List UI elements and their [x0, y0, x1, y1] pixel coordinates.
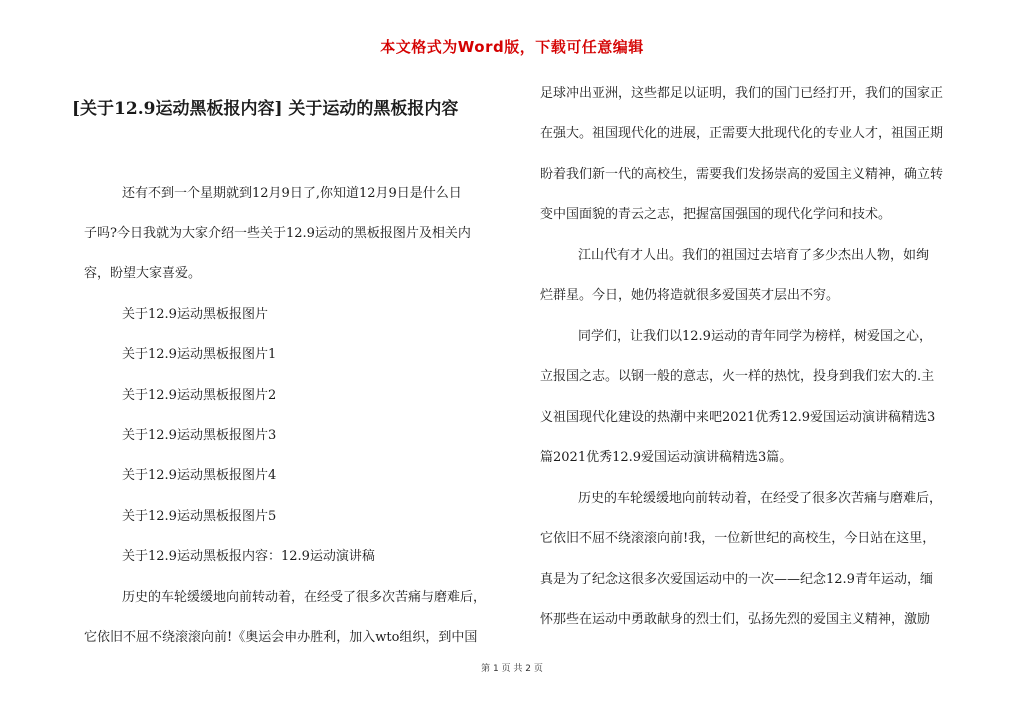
text-line: 关于12.9运动黑板报图片 [122, 307, 268, 322]
text-line: 江山代有才人出。我们的祖国过去培育了多少杰出人物，如绚 [578, 248, 930, 263]
document-title: [关于12.9运动黑板报内容] 关于运动的黑板报内容 [72, 99, 459, 119]
text-line: 在强大。祖国现代化的进展，正需要大批现代化的专业人才，祖国正期 [540, 126, 944, 141]
text-line: 义祖国现代化建设的热潮中来吧2021优秀12.9爱国运动演讲稿精选3 [540, 410, 936, 425]
text-line: 关于12.9运动黑板报图片3 [122, 428, 277, 443]
text-line: 篇2021优秀12.9爱国运动演讲稿精选3篇。 [540, 450, 793, 465]
text-line: 真是为了纪念这很多次爱国运动中的一次——纪念12.9青年运动，缅 [540, 572, 933, 587]
text-line: 变中国面貌的青云之志，把握富国强国的现代化学问和技术。 [540, 207, 892, 222]
text-line: 关于12.9运动黑板报图片2 [122, 388, 277, 403]
text-line: 同学们，让我们以12.9运动的青年同学为榜样，树爱国之心， [578, 329, 932, 344]
text-line: 容，盼望大家喜爱。 [84, 266, 202, 281]
text-line: 历史的车轮缓缓地向前转动着，在经受了很多次苦痛与磨难后， [578, 491, 943, 506]
text-line: 关于12.9运动黑板报图片1 [122, 347, 277, 362]
text-line: 足球冲出亚洲，这些都足以证明，我们的国门已经打开，我们的国家正 [540, 86, 944, 101]
text-line: 子吗?今日我就为大家介绍一些关于12.9运动的黑板报图片及相关内 [84, 226, 471, 241]
text-line: 它依旧不屈不绕滚滚向前!我，一位新世纪的高校生，今日站在这里， [540, 531, 936, 546]
text-line: 怀那些在运动中勇敢献身的烈士们，弘扬先烈的爱国主义精神，激励 [540, 612, 931, 627]
text-line: 烂群星。今日，她仍将造就很多爱国英才层出不穷。 [540, 288, 840, 303]
text-line: 还有不到一个星期就到12月9日了,你知道12月9日是什么日 [122, 186, 462, 201]
text-line: 关于12.9运动黑板报内容：12.9运动演讲稿 [122, 549, 375, 564]
text-line: 关于12.9运动黑板报图片5 [122, 509, 277, 524]
page-footer: 第 1 页 共 2 页 [481, 664, 543, 674]
format-banner: 本文格式为Word版，下载可任意编辑 [380, 38, 644, 56]
text-line: 盼着我们新一代的高校生，需要我们发扬崇高的爱国主义精神，确立转 [540, 167, 944, 182]
text-line: 它依旧不屈不绕滚滚向前!《奥运会申办胜利，加入wto组织，到中国 [84, 630, 478, 645]
text-line: 关于12.9运动黑板报图片4 [122, 468, 277, 483]
text-line: 立报国之志。以钢一般的意志，火一样的热忱，投身到我们宏大的.主 [540, 369, 935, 384]
text-line: 历史的车轮缓缓地向前转动着，在经受了很多次苦痛与磨难后， [122, 590, 487, 605]
